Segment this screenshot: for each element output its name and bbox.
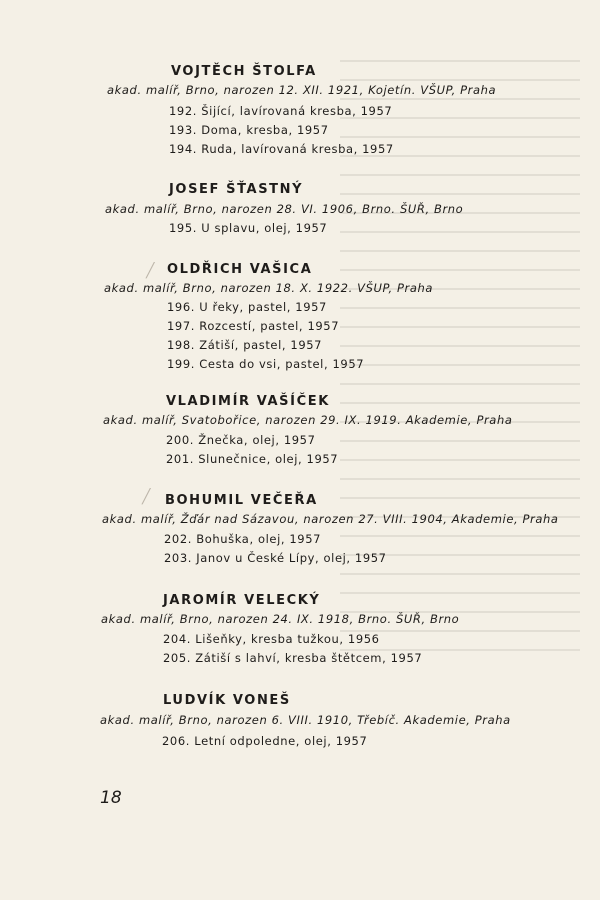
pencil-tick-mark: ╱ [142,489,151,505]
artwork-item: 204. Lišeňky, kresba tužkou, 1956 [163,632,380,646]
artwork-item: 200. Žnečka, olej, 1957 [166,433,316,447]
artwork-item: 196. U řeky, pastel, 1957 [167,300,327,314]
artist-bio: akad. malíř, Brno, narozen 18. X. 1922. VŠUP, Praha [104,281,433,295]
artwork-item: 192. Šijící, lavírovaná kresba, 1957 [169,104,393,118]
artwork-item: 203. Janov u České Lípy, olej, 1957 [164,551,387,565]
pencil-tick-mark: ╱ [146,263,155,279]
artist-name: VLADIMÍR VAŠÍČEK [166,394,330,409]
page-number: 18 [100,788,122,808]
artwork-item: 199. Cesta do vsi, pastel, 1957 [167,357,365,371]
artist-bio: akad. malíř, Žďár nad Sázavou, narozen 27. VIII. 1904, Akademie, Praha [102,512,559,526]
artwork-item: 194. Ruda, lavírovaná kresba, 1957 [169,142,394,156]
artist-name: LUDVÍK VONEŠ [163,693,291,708]
artist-name: OLDŘICH VAŠICA [167,262,313,277]
artist-bio: akad. malíř, Brno, narozen 24. IX. 1918, Brno. ŠUŘ, Brno [101,612,460,626]
artwork-item: 202. Bohuška, olej, 1957 [164,532,322,546]
artwork-item: 195. U splavu, olej, 1957 [169,221,328,235]
artist-bio: akad. malíř, Brno, narozen 28. VI. 1906, Brno. ŠUŘ, Brno [105,202,464,216]
artwork-item: 193. Doma, kresba, 1957 [169,123,329,137]
artwork-item: 201. Slunečnice, olej, 1957 [166,452,339,466]
artwork-item: 198. Zátiší, pastel, 1957 [167,338,323,352]
artist-name: JOSEF ŠŤASTNÝ [169,182,304,197]
artist-bio: akad. malíř, Svatobořice, narozen 29. IX. 1919. Akademie, Praha [103,413,513,427]
artwork-item: 206. Letní odpoledne, olej, 1957 [162,734,368,748]
artist-name: BOHUMIL VEČEŘA [165,493,318,508]
artist-name: JAROMÍR VELECKÝ [163,593,321,608]
artist-name: VOJTĚCH ŠTOLFA [171,64,317,79]
artwork-item: 197. Rozcestí, pastel, 1957 [167,319,340,333]
artwork-item: 205. Zátiší s lahví, kresba štětcem, 1957 [163,651,423,665]
artist-bio: akad. malíř, Brno, narozen 12. XII. 1921, Kojetín. VŠUP, Praha [107,83,497,97]
artist-bio: akad. malíř, Brno, narozen 6. VIII. 1910, Třebíč. Akademie, Praha [100,713,511,727]
